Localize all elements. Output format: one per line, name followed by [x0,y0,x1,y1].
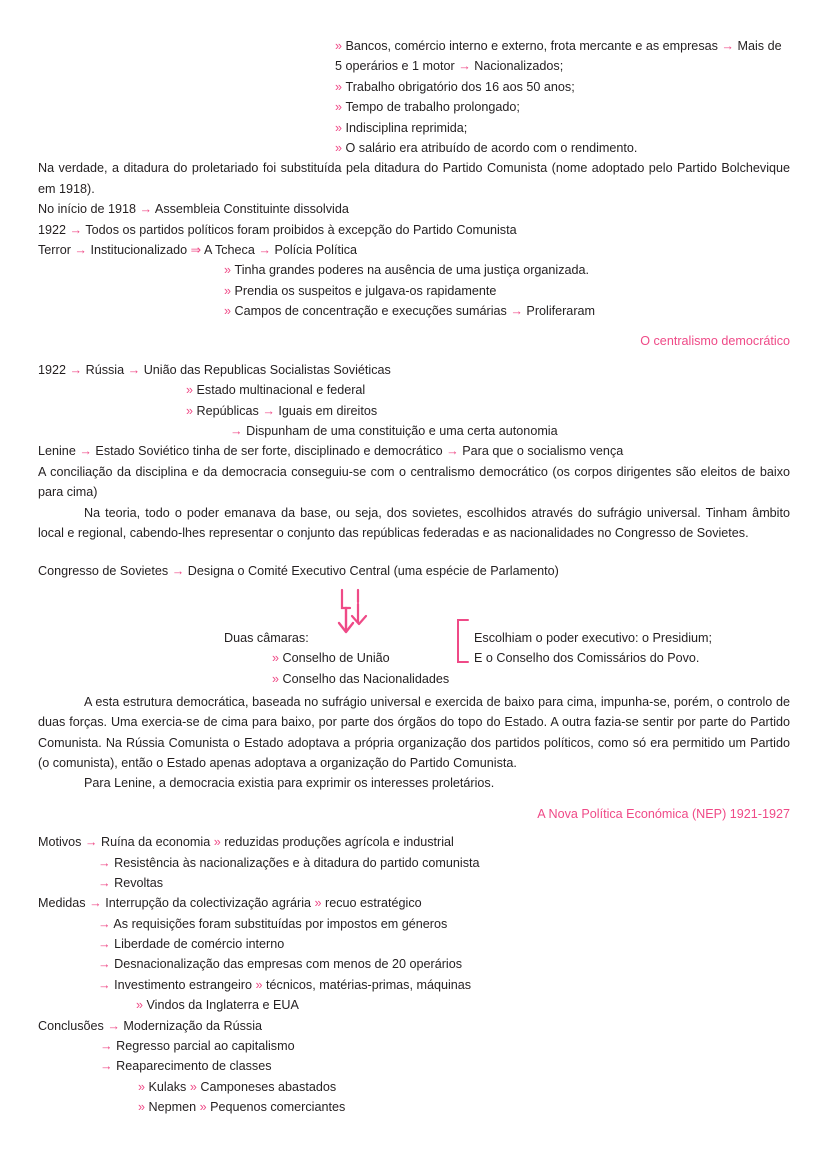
bullet-item: » Trabalho obrigatório dos 16 aos 50 anos; [335,79,575,94]
bullet-item: » O salário era atribuído de acordo com o rendimento. [335,140,638,155]
top-bullet-block [38,36,790,158]
guillemet-icon: » [224,283,235,298]
guillemet-icon: » [335,100,346,115]
spacer [38,543,790,561]
sub-item: » Campos de concentração e execuções sumárias → Proliferaram [224,304,596,319]
paragraph-ditadura: Na verdade, a ditadura do proletariado foi substituída pela ditadura do Partido Comunista (nome adoptado pelo Partido Bolchevique em 1918). [38,161,790,196]
guillemet-icon: » [186,383,197,398]
bullet-item: » Tempo de trabalho prolongado; [335,100,520,115]
conclusoes-sub-item: → Regresso parcial ao capitalismo [100,1039,295,1054]
heading-centralismo-democratico: O centralismo democrático [640,334,790,349]
diagram-duas-camaras [38,582,790,692]
sub-item: » Tinha grandes poderes na ausência de uma justiça organizada. [224,263,590,278]
diagram-note: Escolhiam o poder executivo: o Presidium; [474,630,712,645]
heading-nep: A Nova Política Económica (NEP) 1921-1927 [537,806,790,821]
paragraph-conciliacao: A conciliação da disciplina e da democracia conseguiu-se com o centralismo democrático (os corpos dirigentes são eleitos de baixo para cima) [38,464,790,500]
paragraph-estrutura-democratica: A esta estrutura democrática, baseada no sufrágio universal e exercida de baixo para cima, impunha-se, porém, o controlo de duas forças. Uma exercia-se de cima para baixo, por parte dos órgãos do topo do Estado. A outra fazia-se sentir por parte do Partido Comunista. Na Rússia Comunista o Estado adoptava a própria organização dos partidos políticos, como só era permitido um Partido (o comunista), então o Estado apenas adoptava a organização do Partido Comunista. [38,694,790,770]
medidas-sub-sub-item: » Vindos da Inglaterra e EUA [136,998,299,1013]
guillemet-icon: » [272,651,283,666]
chamber-item: » Conselho das Nacionalidades [272,671,450,686]
conclusoes-sub-item: → Reaparecimento de classes [100,1059,272,1074]
sub-item: » Repúblicas → Iguais em direitos [186,403,378,418]
line-motivos: Motivos → Ruína da economia » reduzidas produções agrícola e industrial [38,835,454,850]
medidas-sub-sub-block [38,995,790,1015]
line-urss: 1922 → Rússia → União das Republicas Socialistas Soviéticas [38,362,391,377]
chamber-item: » Conselho de União [272,651,390,666]
guillemet-icon: » [224,263,235,278]
sub-item: » Prendia os suspeitos e julgava-os rapidamente [224,283,497,298]
chambers-label: Duas câmaras: [224,630,309,645]
motivos-sub-item: → Resistência às nacionalizações e à ditadura do partido comunista [98,855,480,870]
medidas-sub-block [38,914,790,996]
line-assembleia: No início de 1918 → Assembleia Constituinte dissolvida [38,202,349,217]
line-medidas: Medidas → Interrupção da colectivização agrária » recuo estratégico [38,896,422,911]
sub-block-urss [38,380,790,421]
sub-sub-item: → Dispunham de uma constituição e uma certa autonomia [230,424,558,439]
sub-sub-block-autonomia [38,421,790,441]
brace-decoration-icon [446,618,472,666]
chambers-block [224,628,449,689]
guillemet-icon: » [335,79,346,94]
sub-block-tcheca [38,260,790,321]
diagram-notes [474,628,712,669]
paragraph-na-teoria: Na teoria, todo o poder emanava da base, ou seja, dos sovietes, escolhidos através do sufrágio universal. Tinham âmbito local e regional, cabendo-lhes representar o conjunto das repúblicas federadas e as nacionalidades no Congresso de Sovietes. [38,505,790,540]
guillemet-icon: » [224,304,235,319]
line-conclusoes: Conclusões → Modernização da Rússia [38,1018,263,1033]
bullet-item: » Bancos, comércio interno e externo, frota mercante e as empresas → Mais de 5 operários e 1 motor → Nacionalizados; [335,39,782,74]
bullet-item: » Indisciplina reprimida; [335,120,468,135]
conclusoes-sub-sub-block [38,1077,790,1118]
motivos-sub-item: → Revoltas [98,875,164,890]
medidas-sub-item: → Desnacionalização das empresas com menos de 20 operários [98,957,463,972]
guillemet-icon: » [335,140,346,155]
guillemet-icon: » [335,120,346,135]
line-congresso-sovietes: Congresso de Sovietes → Designa o Comité Executivo Central (uma espécie de Parlamento) [38,564,559,579]
sub-item: » Estado multinacional e federal [186,383,366,398]
line-lenine-estado: Lenine → Estado Soviético tinha de ser forte, disciplinado e democrático → Para que o socialismo vença [38,444,624,459]
medidas-sub-item: → Investimento estrangeiro » técnicos, matérias-primas, máquinas [98,977,472,992]
motivos-sub-block [38,853,790,894]
line-terror: Terror → Institucionalizado ⇒ A Tcheca → Polícia Política [38,242,358,257]
medidas-sub-item: → As requisições foram substituídas por impostos em géneros [98,916,448,931]
guillemet-icon: » [335,39,346,53]
conclusoes-sub-block [38,1036,790,1077]
medidas-sub-item: → Liberdade de comércio interno [98,937,285,952]
conclusoes-sub-sub-item: » Nepmen » Pequenos comerciantes [138,1100,346,1115]
guillemet-icon: » [186,403,197,418]
guillemet-icon: » [272,671,283,686]
conclusoes-sub-sub-item: » Kulaks » Camponeses abastados [138,1079,337,1094]
paragraph-para-lenine: Para Lenine, a democracia existia para exprimir os interesses proletários. [84,776,495,791]
line-partidos-proibidos: 1922 → Todos os partidos políticos foram proibidos à excepção do Partido Comunista [38,222,517,237]
diagram-note: E o Conselho dos Comissários do Povo. [474,651,700,666]
